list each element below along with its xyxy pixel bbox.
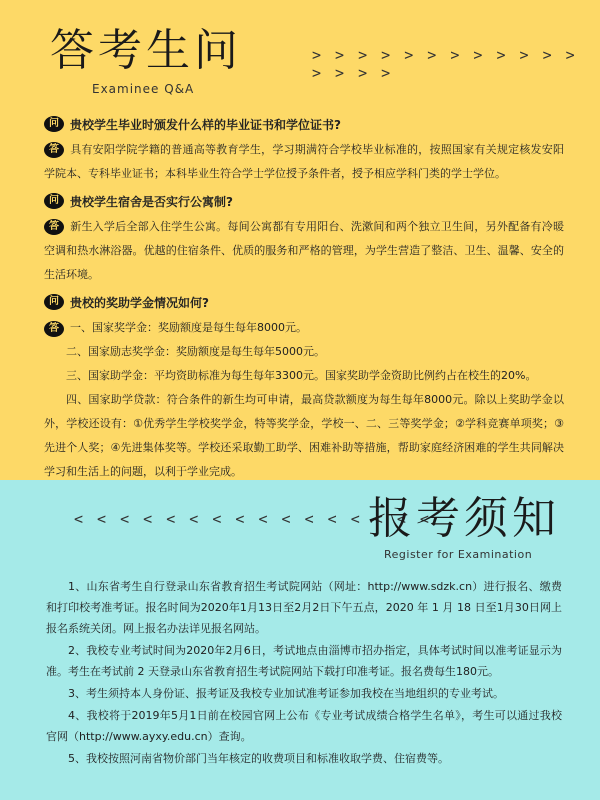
answer-1: [44, 138, 564, 186]
question-3: [44, 291, 564, 313]
registration-paragraph: 1、山东省考生自行登录山东省教育招生考试院网站（网址：http://www.sdzk.cn）进行报名、缴费和打印校考准考证。报名时间为2020年1月13日至2月2日下午五点，2020 年 1 月 18 日至1月30日网上报名系统关闭。网上报名办法详见报名网站。: [46, 580, 562, 635]
registration-paragraph: 2、我校专业考试时间为2020年2月6日，考试地点由淄博市招办指定，具体考试时间以准考证显示为准。考生在考试前 2 天登录山东省教育招生考试院网站下载打印准考证。报名费每生180元。: [46, 644, 562, 678]
qa-list: [44, 113, 564, 484]
registration-section: [0, 480, 600, 800]
answer-item: 四、国家助学贷款：符合条件的新生均可申请，最高贷款额度为每生每年8000元。除以上奖助学金以外，学校还设有：①优秀学生学校奖学金，特等奖学金，学校一、二、三等奖学金；②学科竞赛单项奖；③先进个人奖；④先进集体奖等。学校还采取勤工助学、困难补助等措施，帮助家庭经济困难的学生共同解决学习和生活上的问题，以利于学业完成。: [44, 393, 564, 478]
question-text: 贵校的奖助学金情况如何?: [70, 295, 209, 310]
question-badge-icon: 问: [44, 116, 64, 132]
registration-paragraph: 4、我校将于2019年5月1日前在校园官网上公布《专业考试成绩合格学生名单》，考生可以通过我校官网（http://www.ayxy.edu.cn）查询。: [46, 709, 562, 743]
question-text: 贵校学生毕业时颁发什么样的毕业证书和学位证书?: [70, 117, 341, 132]
registration-title: 报考须知: [368, 493, 560, 544]
answer-item: 三、国家助学金：平均资助标准为每生每年3300元。国家奖助学金资助比例约占在校生的20%。: [66, 369, 537, 382]
answer-badge-icon: 答: [44, 321, 64, 337]
registration-list: [46, 576, 562, 770]
answer-text: 具有安阳学院学籍的普通高等教育学生，学习期满符合学校毕业标准的，按照国家有关规定核发安阳学院本、专科毕业证书；本科毕业生符合学士学位授予条件者，授予相应学科门类的学士学位。: [44, 143, 564, 180]
question-badge-icon: 问: [44, 294, 64, 310]
qa-subtitle: Examinee Q&A: [92, 82, 195, 96]
answer-badge-icon: 答: [44, 219, 64, 235]
question-text: 贵校学生宿舍是否实行公寓制?: [70, 194, 233, 209]
question-1: [44, 113, 564, 135]
answer-2: [44, 215, 564, 287]
arrow-left-decoration: < < < < < < < < < < < < < < < <: [74, 510, 432, 528]
registration-subtitle: Register for Examination: [384, 548, 533, 561]
registration-paragraph: 5、我校按照河南省物价部门当年核定的收费项目和标准收取学费、住宿费等。: [68, 752, 449, 765]
qa-title: 答考生问: [50, 25, 242, 76]
answer-3: [44, 316, 564, 484]
arrow-right-decoration: > > > > > > > > > > > > > > > >: [312, 46, 578, 82]
answer-item: 二、国家励志奖学金：奖励额度是每生每年5000元。: [66, 345, 325, 358]
answer-item: 答 一、国家奖学金：奖励额度是每生每年8000元。: [44, 316, 564, 340]
question-badge-icon: 问: [44, 193, 64, 209]
question-2: [44, 190, 564, 212]
registration-paragraph: 3、考生须持本人身份证、报考证及我校专业加试准考证参加我校在当地组织的专业考试。: [68, 687, 504, 700]
answer-text: 新生入学后全部入住学生公寓。每间公寓都有专用阳台、洗漱间和两个独立卫生间，另外配备有冷暖空调和热水淋浴器。优越的住宿条件、优质的服务和严格的管理，为学生营造了整洁、卫生、温馨、安全的生活环境。: [44, 220, 564, 281]
answer-badge-icon: 答: [44, 142, 64, 158]
